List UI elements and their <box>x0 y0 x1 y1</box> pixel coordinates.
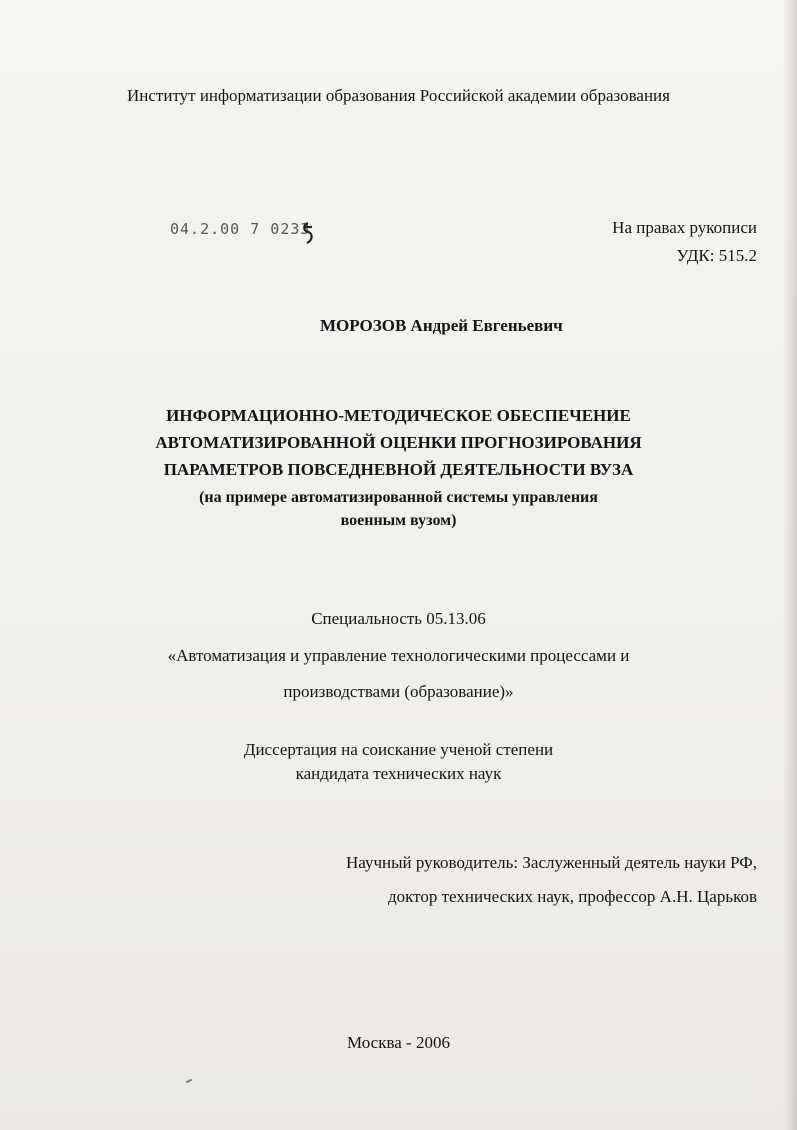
specialty-name-line: «Автоматизация и управление технологическими процессами и <box>167 646 630 665</box>
page-edge-shadow <box>783 0 797 1130</box>
scan-speck <box>186 1079 192 1083</box>
manuscript-rights: На правах рукописи <box>612 218 757 237</box>
institution-name: Институт информатизации образования Российской академии образования <box>127 86 670 105</box>
specialty-name-line: производствами (образование)» <box>283 682 514 701</box>
advisor-line: доктор технических наук, профессор А.Н. Царьков <box>387 887 757 906</box>
title-line: ИНФОРМАЦИОННО-МЕТОДИЧЕСКОЕ ОБЕСПЕЧЕНИЕ <box>166 406 631 425</box>
city-year: Москва - 2006 <box>347 1033 450 1052</box>
degree-statement <box>0 738 797 786</box>
title-line: АВТОМАТИЗИРОВАННОЙ ОЦЕНКИ ПРОГНОЗИРОВАНИЯ <box>155 433 642 452</box>
thesis-subtitle <box>0 486 797 532</box>
stamp-mark-icon <box>302 222 314 244</box>
title-line: ПАРАМЕТРОВ ПОВСЕДНЕВНОЙ ДЕЯТЕЛЬНОСТИ ВУЗА <box>163 460 634 479</box>
subtitle-line: (на примере автоматизированной системы управления <box>199 489 598 506</box>
specialty-code: Специальность 05.13.06 <box>311 609 486 628</box>
advisor-line: Научный руководитель: Заслуженный деятель науки РФ, <box>345 853 757 872</box>
specialty-name <box>0 638 797 710</box>
library-stamp-number: 04.2.00 7 0233 <box>170 220 311 238</box>
author-name: МОРОЗОВ Андрей Евгеньевич <box>320 316 563 335</box>
degree-line: Диссертация на соискание ученой степени <box>243 740 554 759</box>
degree-line: кандидата технических наук <box>295 764 502 783</box>
udc-code: УДК: 515.2 <box>676 246 757 265</box>
subtitle-line: военным вузом) <box>340 512 457 529</box>
thesis-title <box>0 402 797 483</box>
scientific-advisor <box>346 846 757 914</box>
